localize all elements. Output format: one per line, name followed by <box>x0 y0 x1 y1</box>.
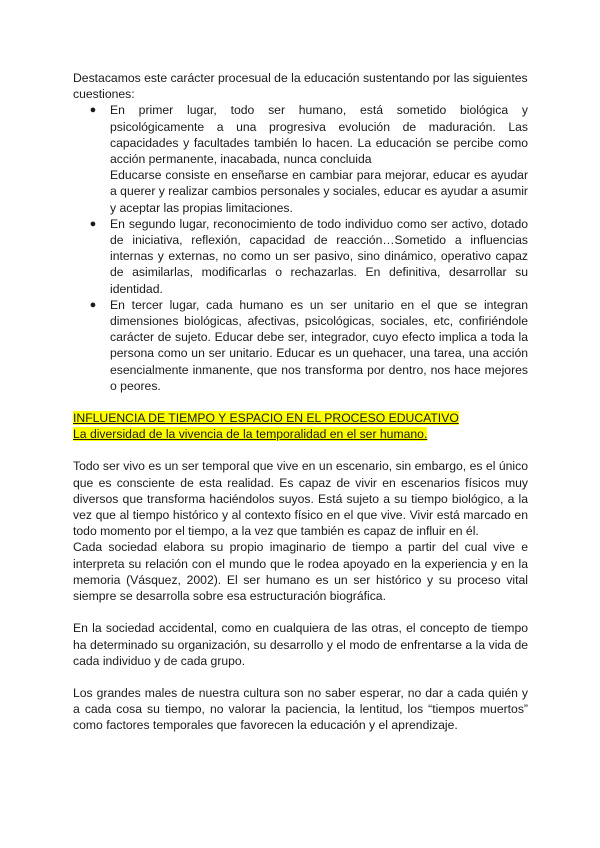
bullet-extra-text: Educarse consiste en enseñarse en cambiar para mejorar, educar es ayudar a querer y realizar cambios personales y sociales, educar es ayudar a asumir y aceptar las propias limitaciones. <box>110 168 528 215</box>
bullet-text: En primer lugar, todo ser humano, está sometido biológica y psicológicamente a una progresiva evolución de maduración. Las capacidades y facultades también lo hacen. La educación se percibe como acción permanente, inacabada, nunca concluida <box>110 103 528 167</box>
list-item <box>73 102 528 215</box>
bullet-text: En tercer lugar, cada humano es un ser unitario en el que se integran dimensiones biológicas, afectivas, psicológicas, sociales, etc, confiriéndole carácter de sujeto. Educar debe ser, integrador, cuyo efecto implica a toda la persona como un ser unitario. Educar es un quehacer, una tarea, una acción esencialmente inmanente, que nos transforma por dentro, nos hace mejores o peores. <box>110 297 528 393</box>
body-paragraph: En la sociedad accidental, como en cualquiera de las otras, el concepto de tiempo ha determinado su organización, su desarrollo y el modo de enfrentarse a la vida de cada individuo y de cada grupo. <box>73 621 528 668</box>
document-page <box>73 70 528 734</box>
section-headings <box>73 410 528 442</box>
section-heading: INFLUENCIA DE TIEMPO Y ESPACIO EN EL PROCESO EDUCATIVO <box>73 411 459 426</box>
list-item <box>73 297 528 394</box>
intro-paragraph: Destacamos este carácter procesual de la educación sustentando por las siguientes cuestiones: <box>73 71 528 102</box>
bullet-list <box>73 102 528 394</box>
bullet-text: En segundo lugar, reconocimiento de todo individuo como ser activo, dotado de iniciativa, reflexión, capacidad de reacción…Sometido a influencias internas y externas, no como un ser pasivo, sino dinámico, operativo capaz de asimilarlas, modificarlas o rechazarlas. En definitiva, desarrollar su identidad. <box>110 216 528 296</box>
spacer <box>73 442 528 458</box>
bullet-icon: ● <box>89 298 97 311</box>
body-paragraph: Los grandes males de nuestra cultura son no saber esperar, no dar a cada quién y a cada cosa su tiempo, no valorar la paciencia, la lentitud, los “tiempos muertos” como factores temporales que favorecen la educación y el aprendizaje. <box>73 685 528 733</box>
body-paragraph: Todo ser vivo es un ser temporal que vive en un escenario, sin embargo, es el único que es consciente de esta realidad. Es capaz de vivir en escenarios físicos muy diversos que transforma haciéndolos suyos. Está sujeto a su tiempo biológico, a la vez que al tiempo histórico y al contexto físico en el que vive. Vivir está marcado en todo momento por el tiempo, a la vez que también es capaz de influir en él. <box>73 459 528 539</box>
spacer <box>73 669 528 685</box>
spacer <box>73 604 528 620</box>
bullet-icon: ● <box>89 104 97 117</box>
bullet-icon: ● <box>89 217 97 230</box>
subsection-heading: La diversidad de la vivencia de la temporalidad en el ser humano. <box>73 427 428 442</box>
body-paragraph: Cada sociedad elabora su propio imaginario de tiempo a partir del cual vive e interpreta su relación con el mundo que le rodea apoyado en la experiencia y en la memoria (Vásquez, 2002). El ser humano es un ser histórico y su proceso vital siempre se desarrolla sobre esa estructuración biográfica. <box>73 540 528 604</box>
list-item <box>73 216 528 297</box>
